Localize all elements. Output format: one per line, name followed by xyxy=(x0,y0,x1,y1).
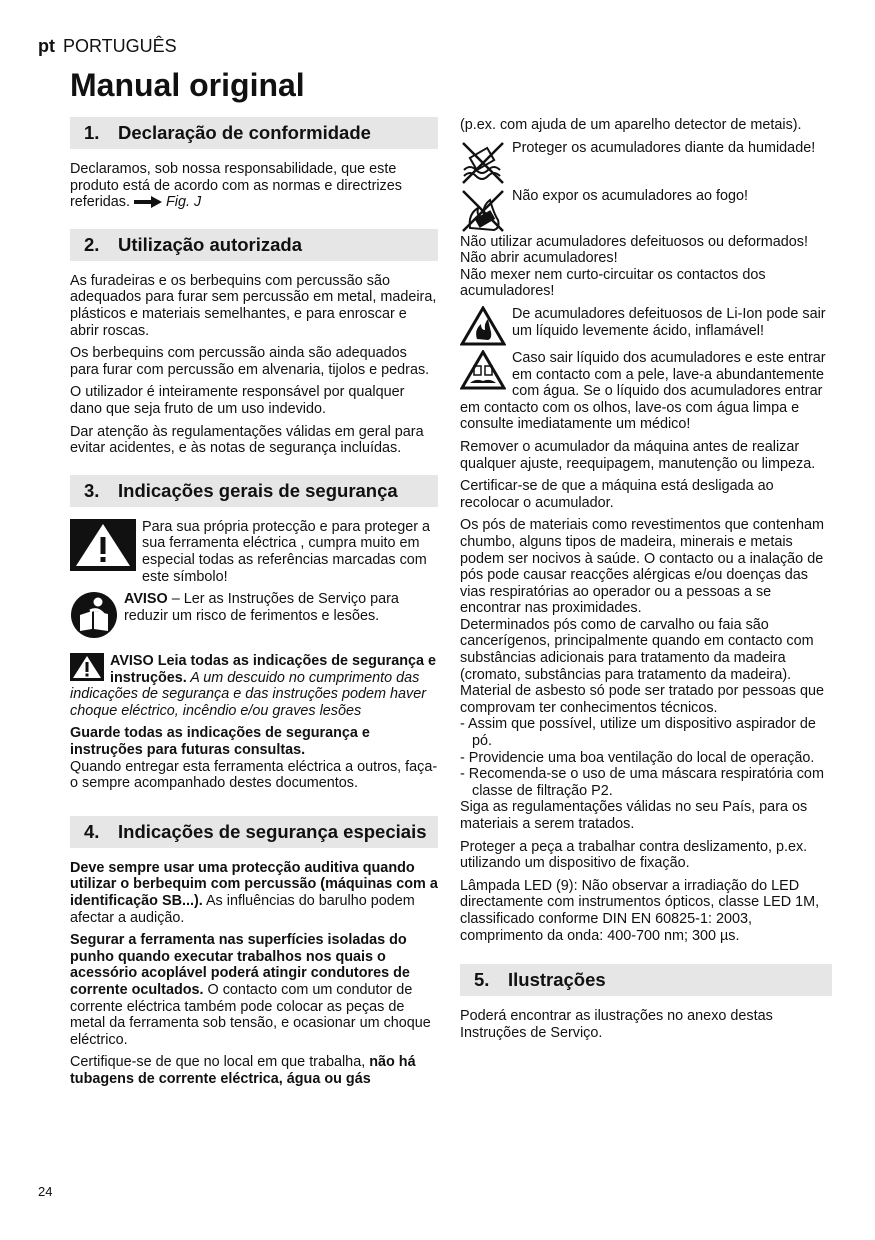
dust-paragraph: Os pós de materiais como revestimentos que contenham chumbo, alguns tipos de madeira, minerais e metais podem ser nocivos à saúde. O contacto ou a inalação de pós pode causar reacções alérgicas e/ou doenças das vias respiratórias ao operador ou a pessoas a se encontrar nas proximidades. xyxy=(460,517,824,617)
read-manual-block xyxy=(70,591,438,639)
warning-triangle-icon xyxy=(70,519,136,571)
illustrations-text: Poderá encontrar as ilustrações no anexo destas Instruções de Serviço. xyxy=(460,1008,773,1041)
left-column xyxy=(70,117,438,1094)
continued-text: (p.ex. com ajuda de um aparelho detector de metais). xyxy=(460,117,802,133)
read-manual-icon xyxy=(70,591,118,639)
section-4-heading: 4. Indicações de segurança especiais xyxy=(70,816,438,848)
no-fire-icon xyxy=(460,188,506,234)
list-item: - Providencie uma boa ventilação do local de operação. xyxy=(460,750,832,767)
language-code: pt xyxy=(38,36,55,56)
conformity-text: Declaramos, sob nossa responsabilidade, que este produto está de acordo com as normas e directrizes referidas. Fig. J xyxy=(70,161,402,211)
certify-text: Certificar-se de que a máquina está desligada ao recolocar o acumulador. xyxy=(460,478,774,511)
regulations-text: Siga as regulamentações válidas no seu País, para os materiais a serem tratados. xyxy=(460,799,808,832)
section-5-heading: 5. Ilustrações xyxy=(460,964,832,996)
figure-reference: Fig. J xyxy=(166,194,202,211)
warning-symbol-text: Para sua própria protecção e para proteger a sua ferramenta eléctrica , cumpra muito em especial todas as referências marcadas com este símbolo! xyxy=(142,518,430,585)
aviso-text: – Ler as Instruções de Serviço para reduzir um risco de ferimentos e lesões. xyxy=(124,591,399,624)
page-number: 24 xyxy=(38,1184,53,1199)
corrosive-icon xyxy=(460,350,506,390)
language-name: PORTUGUÊS xyxy=(63,36,177,56)
humidity-text: Proteger os acumuladores diante da humidade! xyxy=(512,139,816,156)
warning-symbol-block xyxy=(70,519,438,585)
language-header xyxy=(38,36,177,57)
humidity-warning-block xyxy=(460,140,832,186)
short-circuit-text: Não mexer nem curto-circuitar os contactos dos acumuladores! xyxy=(460,266,766,300)
led-text: Lâmpada LED (9): Não observar a irradiação do LED directamente com instrumentos ópticos, classe LED 1M, classificado conforme DIN EN 60825-1: 2003, comprimento da onda: 400-700 nm; 300 µs. xyxy=(460,877,820,944)
open-battery-text: Não abrir acumuladores! xyxy=(460,250,618,267)
insulated-grip-paragraph: Segurar a ferramenta nas superfícies isoladas do punho quando executar trabalhos nos quais o acessório acoplável poderá atingir condutores de corrente ocultados. O contacto com um condutor de corrente eléctrica também pode colocar as peças de metal da ferramenta sob tensão, e ocasionar um choque eléctrico. xyxy=(70,932,431,1048)
warning-triangle-icon xyxy=(70,653,104,681)
section-3-heading: 3. Indicações gerais de segurança xyxy=(70,475,438,507)
flammable-icon xyxy=(460,306,506,346)
no-water-icon xyxy=(460,140,506,186)
defective-battery-text: Não utilizar acumuladores defeituosos ou deformados! xyxy=(460,233,808,250)
list-item: - Recomenda-se o uso de uma máscara respiratória com classe de filtração P2. xyxy=(460,766,832,799)
section-2-heading: 2. Utilização autorizada xyxy=(70,229,438,261)
fire-text: Não expor os acumuladores ao fogo! xyxy=(512,187,748,204)
remove-battery-text: Remover o acumulador da máquina antes de realizar qualquer ajuste, reequipagem, manutenção ou limpeza. xyxy=(460,438,816,472)
section-1-heading: 1. Declaração de conformidade xyxy=(70,117,438,149)
usage-paragraph: O utilizador é inteiramente responsável por qualquer dano que seja fruto de um uso indevido. xyxy=(70,384,405,417)
liion-text: De acumuladores defeituosos de Li-Ion pode sair um líquido levemente ácido, inflamável! xyxy=(512,305,826,339)
hidden-lines-paragraph: Certifique-se de que no local em que trabalha, não há tubagens de corrente eléctrica, água ou gás xyxy=(70,1054,416,1087)
arrow-right-icon xyxy=(134,196,162,208)
aviso-safety-paragraph: AVISO Leia todas as indicações de segurança e instruções. A um descuido no cumprimento das indicações de segurança e das instruções podem haver choque eléctrico, incêndio e/ou graves lesões xyxy=(70,653,437,719)
dust-paragraph: Determinados pós como de carvalho ou faia são cancerígenos, principalmente quando em contacto com substâncias adicionais para tratamento da madeira (cromato, substâncias para tratamento da madeira). Material de asbesto só pode ser tratado por pessoas que comprovam ter conhecimentos técnicos. xyxy=(460,616,824,716)
liquid-contact-paragraph: Caso sair líquido dos acumuladores e este entrar em contacto com a pele, lave-a abundantemente com água. Se o líquido dos acumuladores entrar em contacto com os olhos, lave-os com água limpa e consulte imediatamente um médico! xyxy=(460,349,826,433)
usage-paragraph: Os berbequins com percussão ainda são adequados para furar com percussão em alvenaria, tijolos e pedras. xyxy=(70,345,430,378)
page-title: Manual original xyxy=(70,67,305,103)
right-column xyxy=(460,117,832,1047)
dust-measures-list xyxy=(460,716,832,799)
fire-warning-block xyxy=(460,188,832,234)
secure-workpiece-text: Proteger a peça a trabalhar contra deslizamento, p.ex. utilizando um dispositivo de fixação. xyxy=(460,838,808,872)
list-item: - Assim que possível, utilize um dispositivo aspirador de pó. xyxy=(460,716,832,749)
aviso-label: AVISO xyxy=(124,591,168,608)
usage-paragraph: Dar atenção às regulamentações válidas em geral para evitar acidentes, e às notas de segurança incluídas. xyxy=(70,423,424,457)
usage-paragraph: As furadeiras e os berbequins com percussão são adequados para furar sem percussão em metal, madeira, plásticos e materiais semelhantes, e para enroscar e abrir roscas. xyxy=(70,272,437,339)
flammable-warning-block xyxy=(460,306,832,346)
keep-instructions-paragraph: Guarde todas as indicações de segurança e instruções para futuras consultas. Quando entregar esta ferramenta eléctrica a outros, faça-o sempre acompanhado destes documentos. xyxy=(70,725,438,792)
hearing-protection-paragraph: Deve sempre usar uma protecção auditiva quando utilizar o berbequim com percussão (máquinas com a identificação SB...). As influências do barulho podem afectar a audição. xyxy=(70,859,438,926)
